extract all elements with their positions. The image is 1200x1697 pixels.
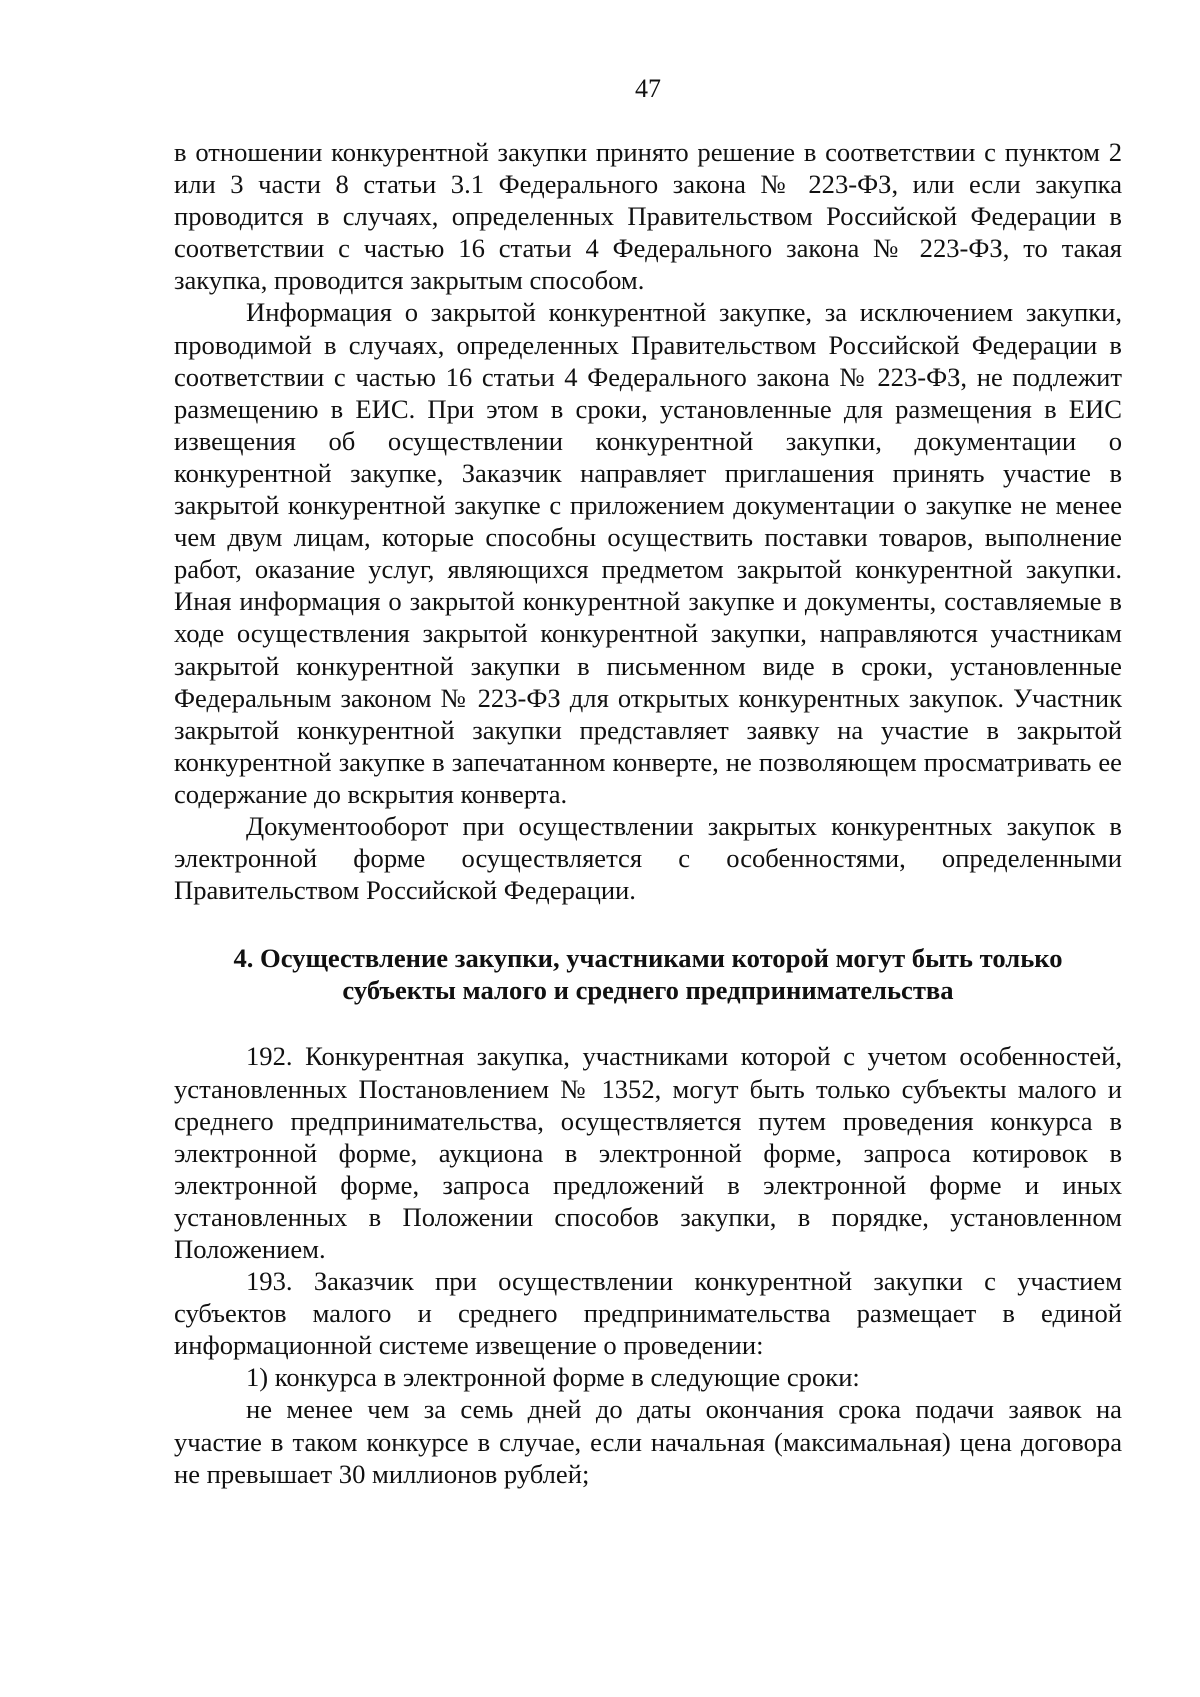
paragraph-193: 193. Заказчик при осуществлении конкурентной закупки с участием субъектов малого и среднего предпринимательства размещает в единой информационной системе извещение о проведении: (174, 1266, 1122, 1361)
paragraph-closed-procurement-condition: в отношении конкурентной закупки принято решение в соответствии с пунктом 2 или 3 части 8 статьи 3.1 Федерального закона № 223-ФЗ, или если закупка проводится в случаях, определенных Правительством Российской Федерации в соответствии с частью 16 статьи 4 Федерального закона № 223-ФЗ, то такая закупка, проводится закрытым способом. (174, 137, 1122, 296)
page-number: 47 (635, 74, 661, 103)
section-heading (174, 942, 1122, 1006)
paragraph-electronic-document-flow: Документооборот при осуществлении закрытых конкурентных закупок в электронной форме осуществляется с особенностями, определенными Правительством Российской Федерации. (174, 810, 1122, 906)
section-heading-line-2: субъекты малого и среднего предпринимательства (342, 975, 954, 1006)
paragraph-192: 192. Конкурентная закупка, участниками которой с учетом особенностей, установленных Постановлением № 1352, могут быть только субъекты малого и среднего предпринимательства, осуществляется путем проведения конкурса в электронной форме, аукциона в электронной форме, запроса котировок в электронной форме, запроса предложений в электронной форме и иных установленных в Положении способов закупки, в порядке, установленном Положением. (174, 1041, 1122, 1264)
paragraph-closed-procurement-info: Информация о закрытой конкурентной закупке, за исключением закупки, проводимой в случаях, определенных Правительством Российской Федерации в соответствии с частью 16 статьи 4 Федерального закона № 223-ФЗ, не подлежит размещению в ЕИС. При этом в сроки, установленные для размещения в ЕИС извещения об осуществлении конкурентной закупки, документации о конкурентной закупке, Заказчик направляет приглашения принять участие в закрытой конкурентной закупке с приложением документации о закупке не менее чем двум лицам, которые способны осуществить поставки товаров, выполнение работ, оказание услуг, являющихся предметом закрытой конкурентной закупки. Иная информация о закрытой конкурентной закупке и документы, составляемые в ходе осуществления закрытой конкурентной закупки, направляются участникам закрытой конкурентной закупки в письменном виде в сроки, установленные Федеральным законом № 223-ФЗ для открытых конкурентных закупок. Участник закрытой конкурентной закупки представляет заявку на участие в закрытой конкурентной закупке в запечатанном конверте, не позволяющем просматривать ее содержание до вскрытия конверта. (174, 297, 1122, 809)
section-heading-line-1: 4. Осуществление закупки, участниками которой могут быть только (233, 943, 1063, 974)
list-item-1: 1) конкурса в электронной форме в следующие сроки: (246, 1362, 860, 1393)
list-item-1-subitem: не менее чем за семь дней до даты окончания срока подачи заявок на участие в таком конкурсе в случае, если начальная (максимальная) цена договора не превышает 30 миллионов рублей; (174, 1394, 1122, 1489)
document-body (174, 136, 1122, 1490)
